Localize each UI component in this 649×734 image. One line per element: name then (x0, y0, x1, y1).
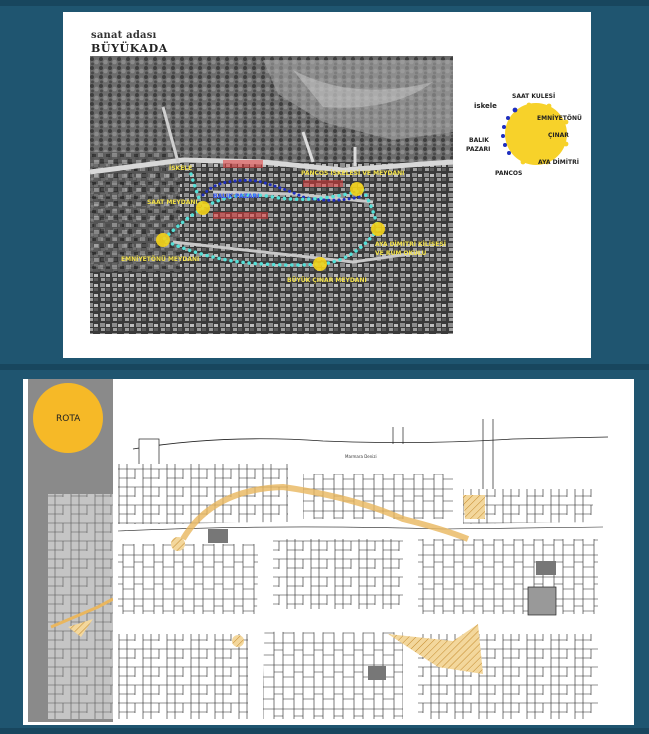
label-aya-1: AYA DİMİTRİ KİLİSESİ (375, 241, 446, 248)
legend-emniyet: EMNİYETÖNÜ (537, 115, 582, 122)
node-emniyetonu (156, 233, 170, 247)
legend-saat: SAAT KULESİ (512, 93, 556, 100)
node-saat (196, 201, 210, 215)
rota-badge (33, 383, 103, 453)
label-aya-2: VE RUM OKULU (375, 250, 427, 257)
hatch-area-3 (171, 537, 185, 551)
rota-label: ROTA (56, 414, 81, 424)
hatch-area-4 (232, 635, 244, 647)
legend-cinar: ÇINAR (548, 132, 569, 139)
slide-aerial-map (63, 12, 591, 358)
label-saat: SAAT MEYDANI (147, 199, 198, 206)
slide-route-plan (23, 379, 634, 725)
legend-node-iskele (513, 108, 518, 113)
label-shore: Marmara Denizi (345, 454, 377, 459)
legend-balik-2: PAZARI (466, 146, 491, 153)
legend-aya: AYA DİMİTRİ (538, 159, 579, 166)
label-emniyetonu: EMNİYETÖNÜ MEYDANI (121, 256, 200, 263)
node-aya (371, 222, 385, 236)
subtitle: sanat adası (91, 30, 157, 41)
legend-pancos: PANCOS (495, 170, 523, 177)
node-cinar (313, 257, 327, 271)
node-pancos (350, 182, 364, 196)
label-cinar: BÜYÜK ÇINAR MEYDANI (287, 277, 367, 284)
legend-balik-1: BALIK (469, 137, 489, 144)
label-iskele: İSKELE (169, 165, 193, 172)
page-title: BÜYÜKADA (91, 42, 168, 55)
label-pancos: PANCOS İSKELESİ VE MEYDANI (301, 170, 405, 177)
hatch-area-1 (463, 495, 485, 519)
site-plan-map (23, 379, 634, 725)
route-diagram (466, 93, 582, 177)
legend-iskele: iskele (474, 102, 497, 110)
label-balik: BALIK PAZARI (213, 193, 260, 200)
aerial-photo-map (63, 12, 591, 358)
